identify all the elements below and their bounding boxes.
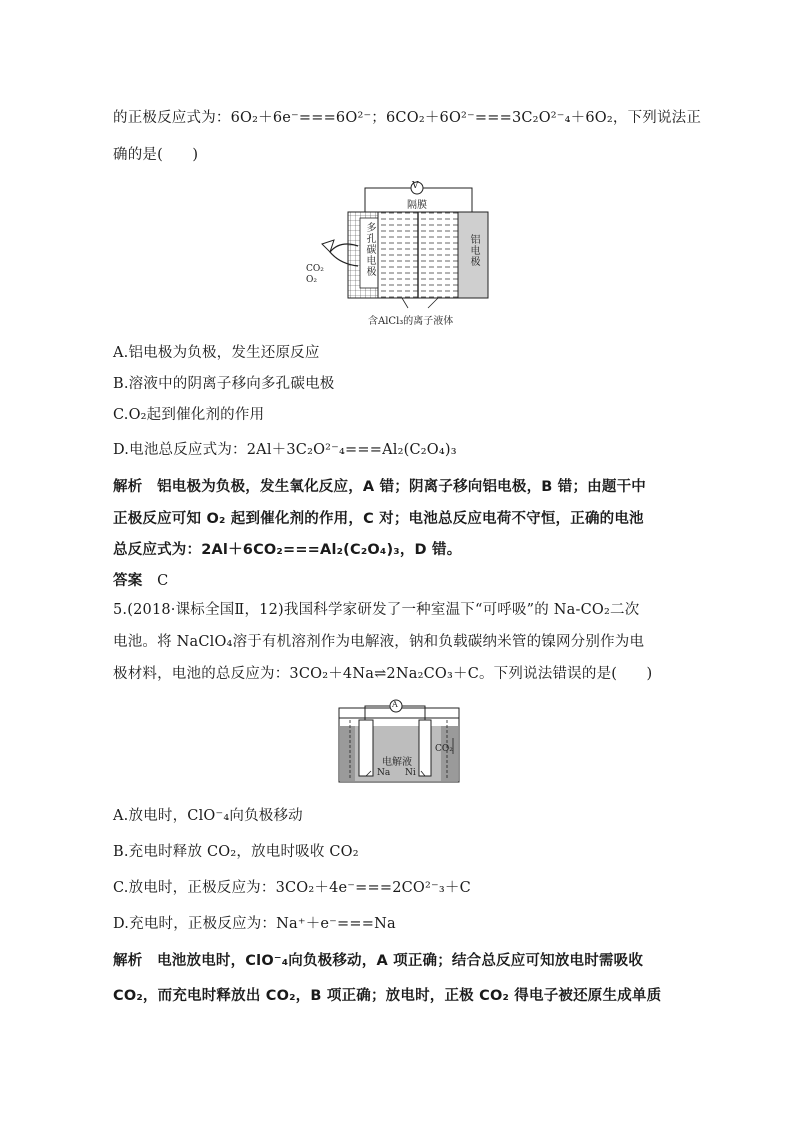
q4-option-d: D.电池总反应式为：2Al＋3C₂O²⁻₄===Al₂(C₂O₄)₃ xyxy=(113,442,457,458)
q4-option-b: B.溶液中的阴离子移向多孔碳电极 xyxy=(113,376,335,392)
q5-option-c: C.放电时，正极反应为：3CO₂＋4e⁻===2CO²⁻₃＋C xyxy=(113,880,471,896)
q5-option-a: A.放电时，ClO⁻₄向负极移动 xyxy=(113,808,303,824)
q4-answer-line xyxy=(113,571,683,591)
q4-analysis-line-3: 总反应式为：2Al＋6CO₂===Al₂(C₂O₄)₃，D 错。 xyxy=(113,542,462,558)
q4-cell-diagram xyxy=(300,180,500,328)
q4-stem-line-1: 的正极反应式为：6O₂＋6e⁻===6O²⁻；6CO₂＋6O²⁻===3C₂O²⁻₄＋6O₂，下列说法正 xyxy=(113,110,702,126)
ammeter-label: A xyxy=(392,700,398,709)
q4-analysis-label: 解析 xyxy=(113,479,143,495)
na-electrode-label: Na xyxy=(377,768,391,778)
q5-analysis-line-2: CO₂，而充电时释放出 CO₂，B 项正确；放电时，正极 CO₂ 得电子被还原生成单质 xyxy=(113,988,662,1004)
co2-gas-label: CO₂ xyxy=(435,744,453,754)
q4-analysis-text-1: 铝电极为负极，发生氧化反应，A 错；阴离子移向铝电极，B 错；由题干中 xyxy=(157,479,646,495)
q5-battery-svg xyxy=(337,698,461,784)
q4-analysis-line-2: 正极反应可知 O₂ 起到催化剂的作用，C 对；电池总反应电荷不守恒，正确的电池 xyxy=(113,511,644,527)
q4-stem-line-2: 确的是( ) xyxy=(113,147,199,163)
aluminum-electrode-label: 铝电极 xyxy=(468,234,479,267)
voltmeter-label: V xyxy=(412,181,419,191)
q4-option-a: A.铝电极为负极，发生还原反应 xyxy=(113,345,320,361)
q5-analysis-text-1: 电池放电时，ClO⁻₄向负极移动，A 项正确；结合总反应可知放电时需吸收 xyxy=(157,953,644,969)
q5-stem-line-2: 电池。将 NaClO₄溶于有机溶剂作为电解液，钠和负载碳纳米管的镍网分别作为电 xyxy=(113,634,645,650)
gas-label-co2: CO₂ xyxy=(306,264,324,274)
q4-answer-value: C xyxy=(157,573,169,589)
ni-electrode-label: Ni xyxy=(405,768,416,778)
electrolyte-label: 电解液 xyxy=(382,757,412,768)
q5-analysis-label: 解析 xyxy=(113,953,143,969)
porous-carbon-electrode-label: 多孔碳电极 xyxy=(364,222,375,277)
q5-analysis-line-1 xyxy=(113,951,683,971)
membrane-label: 隔膜 xyxy=(407,200,427,211)
q5-stem-line-3: 极材料，电池的总反应为：3CO₂＋4Na⇌2Na₂CO₃＋C。下列说法错误的是( ) xyxy=(113,666,653,682)
q4-option-c: C.O₂起到催化剂的作用 xyxy=(113,407,265,423)
q5-stem-line-1: 5.(2018·课标全国Ⅱ，12)我国科学家研发了一种室温下“可呼吸”的 Na-CO₂二次 xyxy=(113,602,640,618)
q5-option-b: B.充电时释放 CO₂，放电时吸收 CO₂ xyxy=(113,844,359,860)
q4-answer-label: 答案 xyxy=(113,573,143,589)
q5-option-d: D.充电时，正极反应为：Na⁺＋e⁻===Na xyxy=(113,916,396,932)
q5-battery-diagram xyxy=(337,698,461,784)
ionic-liquid-label: 含AlCl₃的离子液体 xyxy=(368,316,454,327)
q4-analysis-line-1 xyxy=(113,477,683,497)
gas-label-o2: O₂ xyxy=(306,275,317,285)
